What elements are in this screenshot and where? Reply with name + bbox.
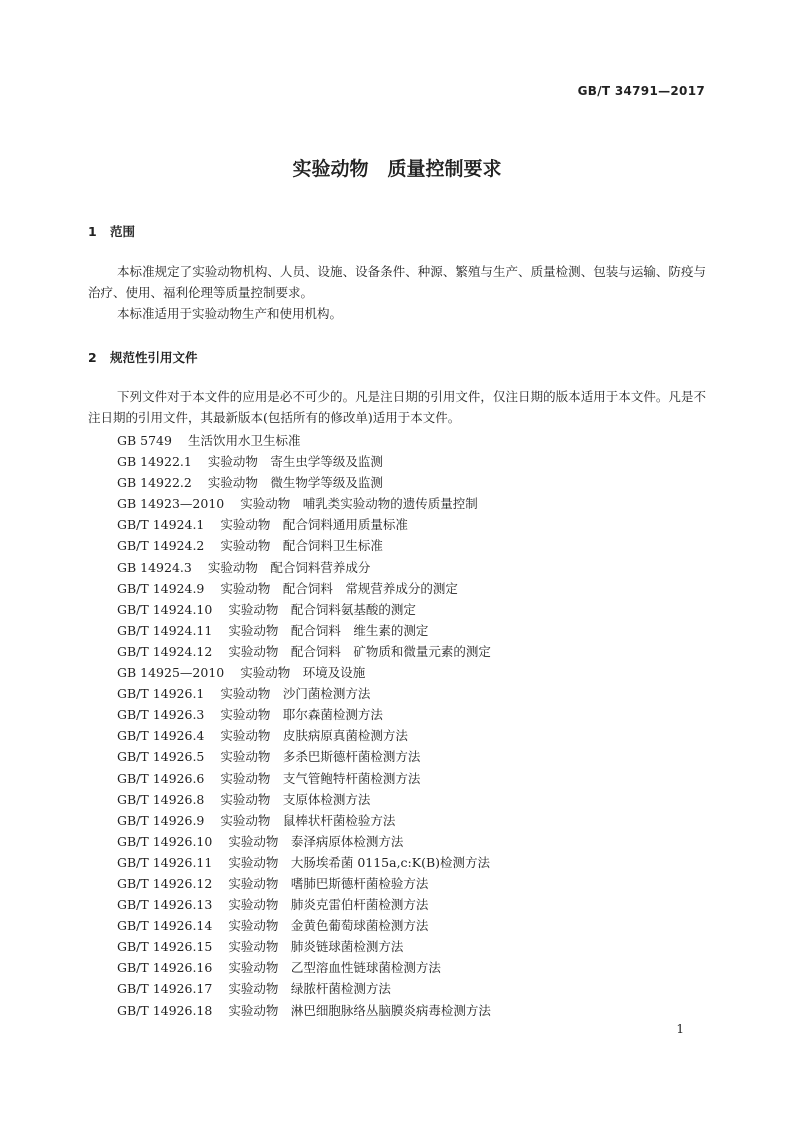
reference-title: 实验动物 肺炎链球菌检测方法 xyxy=(228,939,404,955)
reference-code: GB/T 14926.3 xyxy=(117,707,205,723)
reference-code: GB 14924.3 xyxy=(117,559,192,575)
reference-title: 实验动物 耶尔森菌检测方法 xyxy=(220,707,383,723)
reference-item xyxy=(117,810,491,831)
reference-title: 实验动物 配合饲料氨基酸的测定 xyxy=(228,601,416,617)
reference-code: GB/T 14924.9 xyxy=(117,580,205,596)
reference-title: 实验动物 多杀巴斯德杆菌检测方法 xyxy=(220,749,421,765)
reference-title: 实验动物 寄生虫学等级及监测 xyxy=(207,454,383,470)
reference-title: 实验动物 淋巴细胞脉络丛脑膜炎病毒检测方法 xyxy=(228,1002,491,1018)
reference-code: GB 5749 xyxy=(117,433,172,448)
reference-title: 实验动物 支原体检测方法 xyxy=(220,791,371,807)
reference-item xyxy=(117,873,491,894)
reference-item xyxy=(117,789,491,810)
reference-code: GB/T 14924.11 xyxy=(117,622,213,638)
reference-code: GB 14925—2010 xyxy=(117,665,225,681)
reference-title: 实验动物 皮肤病原真菌检测方法 xyxy=(220,728,408,744)
section-1-title: 范围 xyxy=(110,224,136,239)
reference-code: GB/T 14924.12 xyxy=(117,643,213,659)
reference-item xyxy=(117,430,491,451)
reference-item xyxy=(117,683,491,704)
standard-code: GB/T 34791—2017 xyxy=(577,84,705,98)
section-2-paragraph-1: 下列文件对于本文件的应用是必不可少的。凡是注日期的引用文件，仅注日期的版本适用于本文件。凡是不注日期的引用文件，其最新版本(包括所有的修改单)适用于本文件。 xyxy=(88,389,706,425)
reference-item xyxy=(117,599,491,620)
reference-code: GB/T 14926.5 xyxy=(117,749,205,765)
reference-item xyxy=(117,831,491,852)
reference-item xyxy=(117,852,491,873)
reference-item xyxy=(117,704,491,725)
page-number: 1 xyxy=(676,1022,684,1036)
reference-code: GB 14922.1 xyxy=(117,454,192,470)
reference-code: GB/T 14926.13 xyxy=(117,897,213,913)
reference-code: GB/T 14926.1 xyxy=(117,686,205,702)
reference-code: GB/T 14926.18 xyxy=(117,1002,213,1018)
reference-code: GB/T 14926.11 xyxy=(117,854,213,870)
reference-item xyxy=(117,1000,491,1021)
reference-item xyxy=(117,978,491,999)
reference-title: 实验动物 鼠棒状杆菌检验方法 xyxy=(220,812,396,828)
reference-code: GB/T 14926.17 xyxy=(117,981,213,997)
reference-item xyxy=(117,493,491,514)
reference-code: GB/T 14926.10 xyxy=(117,833,213,849)
reference-item xyxy=(117,894,491,915)
reference-code: GB/T 14926.9 xyxy=(117,812,205,828)
reference-list xyxy=(117,430,491,1021)
reference-code: GB/T 14924.1 xyxy=(117,517,205,533)
reference-title: 实验动物 哺乳类实验动物的遗传质量控制 xyxy=(240,496,478,512)
reference-title: 实验动物 支气管鲍特杆菌检测方法 xyxy=(220,770,421,786)
reference-title: 实验动物 配合饲料 常规营养成分的测定 xyxy=(220,580,458,596)
reference-title: 实验动物 环境及设施 xyxy=(240,665,366,681)
reference-title: 实验动物 绿脓杆菌检测方法 xyxy=(228,981,391,997)
reference-title: 实验动物 肺炎克雷伯杆菌检测方法 xyxy=(228,897,429,913)
reference-item xyxy=(117,746,491,767)
reference-item xyxy=(117,472,491,493)
reference-title: 实验动物 乙型溶血性链球菌检测方法 xyxy=(228,960,441,976)
reference-item xyxy=(117,557,491,578)
reference-code: GB 14922.2 xyxy=(117,475,192,491)
reference-title: 实验动物 嗜肺巴斯德杆菌检验方法 xyxy=(228,875,429,891)
reference-item xyxy=(117,514,491,535)
section-1-heading xyxy=(88,222,135,240)
reference-item xyxy=(117,915,491,936)
reference-item xyxy=(117,535,491,556)
reference-code: GB/T 14926.14 xyxy=(117,918,213,934)
reference-title: 生活饮用水卫生标准 xyxy=(187,433,301,448)
reference-title: 实验动物 配合饲料卫生标准 xyxy=(220,538,383,554)
reference-code: GB/T 14926.16 xyxy=(117,960,213,976)
section-2-number: 2 xyxy=(88,350,97,365)
reference-title: 实验动物 配合饲料营养成分 xyxy=(207,559,371,575)
reference-code: GB 14923—2010 xyxy=(117,496,225,512)
section-2-heading xyxy=(88,348,198,366)
reference-code: GB/T 14926.8 xyxy=(117,791,205,807)
reference-item xyxy=(117,768,491,789)
reference-code: GB/T 14926.4 xyxy=(117,728,205,744)
reference-item xyxy=(117,957,491,978)
reference-title: 实验动物 泰泽病原体检测方法 xyxy=(228,833,404,849)
reference-title: 实验动物 大肠埃希菌 0115a,c:K(B)检测方法 xyxy=(228,854,491,870)
document-title: 实验动物 质量控制要求 xyxy=(292,158,502,180)
reference-title: 实验动物 配合饲料 维生素的测定 xyxy=(228,622,429,638)
reference-item xyxy=(117,662,491,683)
section-1-paragraph-1: 本标准规定了实验动物机构、人员、设施、设备条件、种源、繁殖与生产、质量检测、包装与运输、防疫与治疗、使用、福利伦理等质量控制要求。 xyxy=(88,264,706,300)
section-1-paragraph-2: 本标准适用于实验动物生产和使用机构。 xyxy=(117,306,343,321)
reference-title: 实验动物 配合饲料通用质量标准 xyxy=(220,517,408,533)
reference-code: GB/T 14926.15 xyxy=(117,939,213,955)
reference-title: 实验动物 沙门菌检测方法 xyxy=(220,686,371,702)
reference-title: 实验动物 金黄色葡萄球菌检测方法 xyxy=(228,918,429,934)
reference-title: 实验动物 微生物学等级及监测 xyxy=(207,475,383,491)
section-1-number: 1 xyxy=(88,224,97,239)
reference-item xyxy=(117,936,491,957)
reference-item xyxy=(117,451,491,472)
reference-code: GB/T 14924.2 xyxy=(117,538,205,554)
reference-code: GB/T 14926.12 xyxy=(117,875,213,891)
section-2-title: 规范性引用文件 xyxy=(110,350,198,365)
reference-item xyxy=(117,641,491,662)
reference-code: GB/T 14926.6 xyxy=(117,770,205,786)
reference-code: GB/T 14924.10 xyxy=(117,601,213,617)
reference-item xyxy=(117,725,491,746)
reference-title: 实验动物 配合饲料 矿物质和微量元素的测定 xyxy=(228,643,491,659)
reference-item xyxy=(117,578,491,599)
reference-item xyxy=(117,620,491,641)
